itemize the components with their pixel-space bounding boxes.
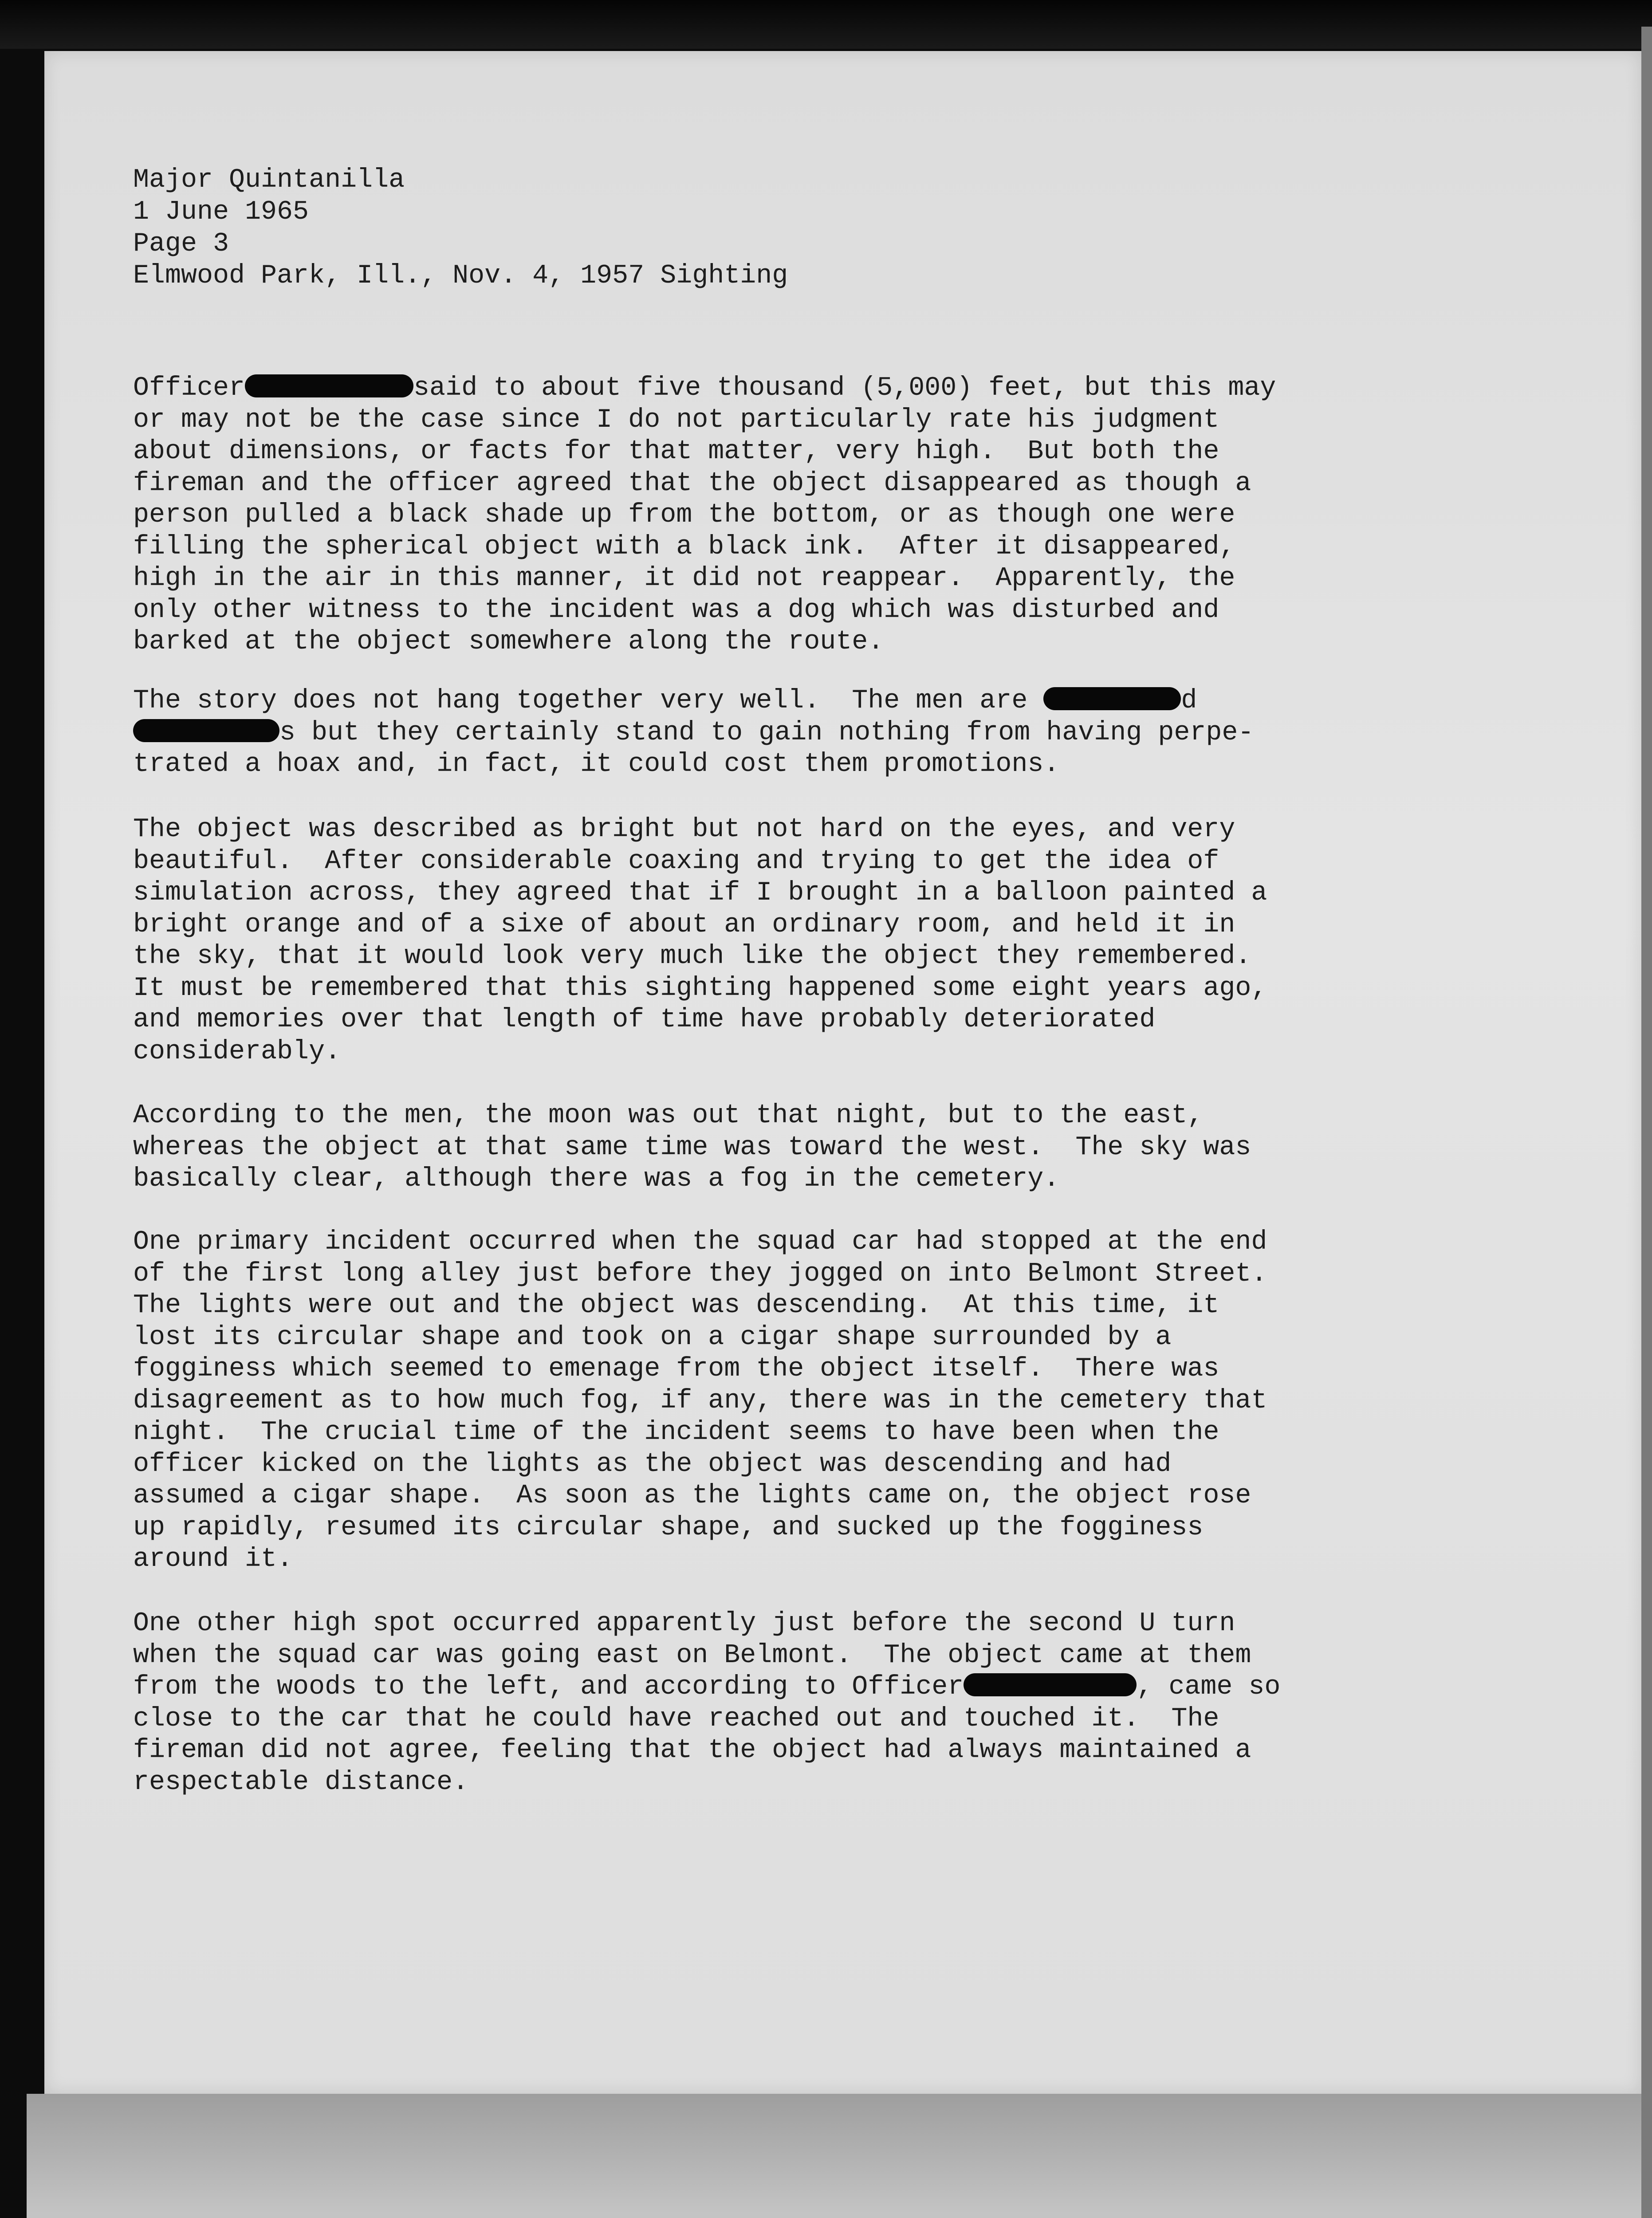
text-line: simulation across, they agreed that if I brought in a balloon painted a [133, 878, 1267, 908]
redaction-mark [133, 719, 279, 742]
text-line: night. The crucial time of the incident seems to have been when the [133, 1417, 1219, 1447]
text-line: officer kicked on the lights as the object was descending and had [133, 1449, 1172, 1479]
header-recipient: Major Quintanilla [133, 165, 405, 195]
text-line: One primary incident occurred when the squad car had stopped at the end [133, 1227, 1267, 1257]
text-line: It must be remembered that this sighting happened some eight years ago, [133, 973, 1267, 1003]
text-line: trated a hoax and, in fact, it could cost them promotions. [133, 749, 1060, 779]
text-line: barked at the object somewhere along the route. [133, 627, 884, 657]
paragraph-6 [133, 1608, 1544, 1798]
text-line: around it. [133, 1544, 293, 1574]
paragraph-2 [133, 685, 1544, 781]
text-line: One other high spot occurred apparently just before the second U turn [133, 1608, 1235, 1639]
text-line: only other witness to the incident was a dog which was disturbed and [133, 595, 1219, 625]
text-line: of the first long alley just before they jogged on into Belmont Street. [133, 1258, 1267, 1289]
text-line: fireman and the officer agreed that the object disappeared as though a [133, 468, 1251, 499]
paragraph-1 [133, 373, 1544, 658]
text-line: person pulled a black shade up from the bottom, or as though one were [133, 500, 1235, 530]
text-line: filling the spherical object with a black ink. After it disappeared, [133, 531, 1235, 562]
header-page: Page 3 [133, 229, 229, 259]
text-line: close to the car that he could have reached out and touched it. The [133, 1703, 1219, 1734]
text-line: bright orange and of a sixe of about an ordinary room, and held it in [133, 909, 1235, 940]
film-right-edge [1641, 27, 1652, 2218]
text-line: from the woods to the left, and according to Officer , came so [133, 1672, 1281, 1702]
text-line: fogginess which seemed to emenage from the object itself. There was [133, 1354, 1219, 1384]
text-line: disagreement as to how much fog, if any, there was in the cemetery that [133, 1385, 1267, 1416]
header-subject: Elmwood Park, Ill., Nov. 4, 1957 Sighting [133, 261, 788, 291]
redaction-mark [245, 374, 413, 397]
text-line: The story does not hang together very well. The men are d [133, 686, 1197, 716]
text-line: respectable distance. [133, 1767, 469, 1797]
text-line: fireman did not agree, feeling that the object had always maintained a [133, 1735, 1251, 1766]
text-line: beautiful. After considerable coaxing and trying to get the idea of [133, 846, 1219, 877]
text-line: up rapidly, resumed its circular shape, and sucked up the fogginess [133, 1512, 1204, 1543]
film-top-edge [0, 0, 1652, 49]
text-line: and memories over that length of time have probably deteriorated [133, 1005, 1156, 1035]
paragraph-3 [133, 814, 1544, 1068]
text-line: whereas the object at that same time was toward the west. The sky was [133, 1132, 1251, 1163]
text-line: assumed a cigar shape. As soon as the lights came on, the object rose [133, 1481, 1251, 1511]
text-line: lost its circular shape and took on a cigar shape surrounded by a [133, 1322, 1172, 1353]
text-line: s but they certainly stand to gain nothing from having perpe- [133, 717, 1544, 749]
text-line: considerably. [133, 1036, 341, 1067]
text-line: when the squad car was going east on Belmont. The object came at them [133, 1640, 1251, 1671]
letter-header [133, 164, 788, 292]
text-line: basically clear, although there was a fog in the cemetery. [133, 1164, 1060, 1194]
header-date: 1 June 1965 [133, 197, 309, 227]
text-line: Officer said to about five thousand (5,000) feet, but this may [133, 373, 1276, 403]
redaction-mark [1043, 687, 1181, 710]
text-line: high in the air in this manner, it did not reappear. Apparently, the [133, 563, 1235, 594]
text-line: According to the men, the moon was out that night, but to the east, [133, 1101, 1204, 1131]
paragraph-5 [133, 1227, 1544, 1576]
text-line: the sky, that it would look very much like the object they remembered. [133, 941, 1251, 971]
redaction-mark [964, 1673, 1137, 1696]
text-line: or may not be the case since I do not particularly rate his judgment [133, 405, 1219, 435]
text-line: The lights were out and the object was descending. At this time, it [133, 1290, 1219, 1321]
paragraph-4 [133, 1100, 1544, 1196]
text-line: The object was described as bright but not hard on the eyes, and very [133, 814, 1235, 845]
text-line: about dimensions, or facts for that matter, very high. But both the [133, 437, 1219, 467]
backing-board [27, 2094, 1652, 2218]
